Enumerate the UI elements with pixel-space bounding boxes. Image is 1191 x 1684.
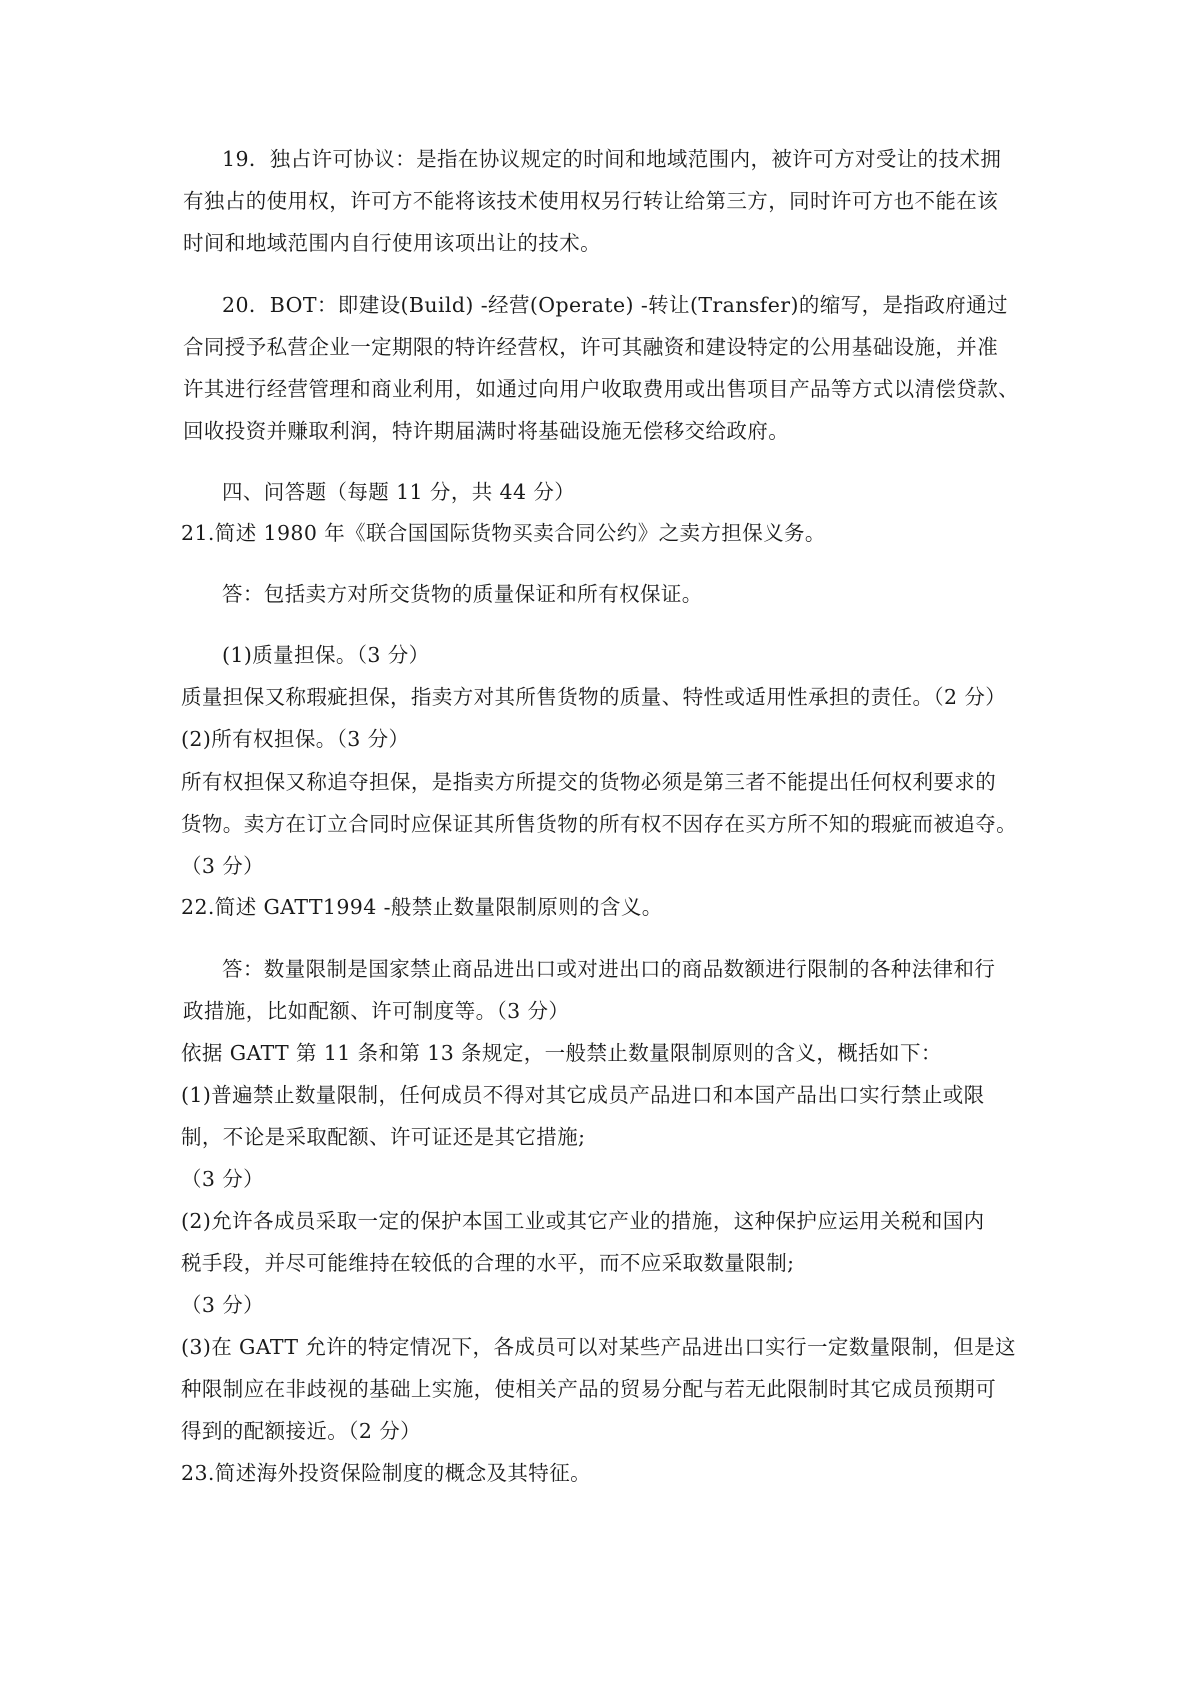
- q22-answer-line-1: 答：数量限制是国家禁止商品进出口或对进出口的商品数额进行限制的各种法律和行: [222, 957, 996, 981]
- q21-line-4: 所有权担保又称追夺担保，是指卖方所提交的货物必须是第三者不能提出任何权利要求的: [181, 770, 997, 794]
- q23-question: 23.简述海外投资保险制度的概念及其特征。: [181, 1461, 592, 1485]
- q22-line-10: 得到的配额接近。（2 分）: [181, 1419, 422, 1443]
- q22-line-4: （3 分）: [181, 1167, 265, 1191]
- q21-line-3: (2)所有权担保。（3 分）: [181, 727, 410, 751]
- p20-line-4: 回收投资并赚取利润，特许期届满时将基础设施无偿移交给政府。: [183, 419, 790, 443]
- p19-line-3: 时间和地域范围内自行使用该项出让的技术。: [183, 231, 601, 255]
- q22-line-2: (1)普遍禁止数量限制，任何成员不得对其它成员产品进口和本国产品出口实行禁止或限: [181, 1083, 985, 1107]
- q22-line-3: 制，不论是采取配额、许可证还是其它措施;: [181, 1125, 586, 1149]
- q22-answer-line-2: 政措施，比如配额、许可制度等。（3 分）: [183, 999, 570, 1023]
- q21-line-5: 货物。卖方在订立合同时应保证其所售货物的所有权不因存在买方所不知的瑕疵而被追夺。: [181, 812, 1017, 836]
- p19-line-2: 有独占的使用权，许可方不能将该技术使用权另行转让给第三方，同时许可方也不能在该: [183, 189, 999, 213]
- q21-line-2: 质量担保又称瑕疵担保，指卖方对其所售货物的质量、特性或适用性承担的责任。（2 分）: [181, 685, 1007, 709]
- q21-question: 21.简述 1980 年《联合国国际货物买卖合同公约》之卖方担保义务。: [181, 521, 826, 545]
- q22-line-6: 税手段，并尽可能维持在较低的合理的水平，而不应采取数量限制;: [181, 1251, 795, 1275]
- section-heading: 四、问答题（每题 11 分，共 44 分）: [222, 480, 576, 504]
- q22-line-5: (2)允许各成员采取一定的保护本国工业或其它产业的措施，这种保护应运用关税和国内: [181, 1209, 985, 1233]
- p20-line-2: 合同授予私营企业一定期限的特许经营权，许可其融资和建设特定的公用基础设施，并准: [183, 335, 999, 359]
- q22-line-8: (3)在 GATT 允许的特定情况下，各成员可以对某些产品进出口实行一定数量限制，但是这: [181, 1335, 1016, 1359]
- q21-answer: 答：包括卖方对所交货物的质量保证和所有权保证。: [222, 582, 703, 606]
- q22-line-7: （3 分）: [181, 1293, 265, 1317]
- p19-line-1: 19．独占许可协议：是指在协议规定的时间和地域范围内，被许可方对受让的技术拥: [222, 147, 1002, 171]
- p20-line-1: 20．BOT：即建设(Build) -经营(Operate) -转让(Transfer)的缩写，是指政府通过: [222, 293, 1008, 317]
- q21-line-1: (1)质量担保。（3 分）: [222, 643, 430, 667]
- q22-line-9: 种限制应在非歧视的基础上实施，使相关产品的贸易分配与若无此限制时其它成员预期可: [181, 1377, 997, 1401]
- q22-line-1: 依据 GATT 第 11 条和第 13 条规定，一般禁止数量限制原则的含义，概括如下：: [181, 1041, 942, 1065]
- q22-question: 22.简述 GATT1994 -般禁止数量限制原则的含义。: [181, 895, 663, 919]
- p20-line-3: 许其进行经营管理和商业利用，如通过向用户收取费用或出售项目产品等方式以清偿贷款、: [183, 377, 1019, 401]
- q21-line-6: （3 分）: [181, 854, 265, 878]
